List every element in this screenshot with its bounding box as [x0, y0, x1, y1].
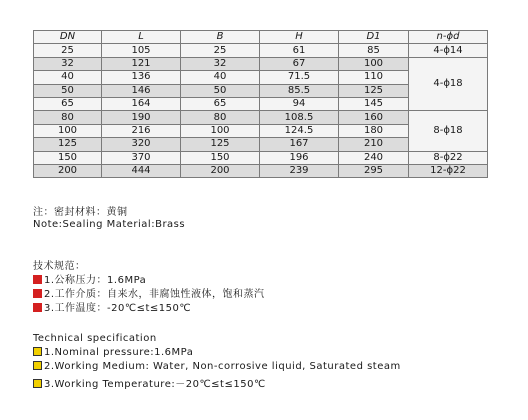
cell-d1: 110 [339, 71, 409, 84]
cell-bolts: 4-ϕ14 [409, 44, 488, 57]
spec-en-text: 3.Working Temperature:－20℃≤t≤150℃ [44, 379, 266, 390]
spec-en-text: 2.Working Medium: Water, Non-corrosive liquid, Saturated steam [44, 361, 401, 372]
cell-h: 167 [260, 138, 339, 151]
cell-l: 136 [102, 71, 181, 84]
cell-bolts: 8-ϕ22 [409, 151, 488, 164]
note-english: Note:Sealing Material:Brass [33, 219, 186, 230]
spec-cn-text: 3.工作温度：-20℃≤t≤150℃ [44, 303, 192, 314]
spec-cn-item [33, 285, 265, 300]
cell-b: 50 [181, 84, 260, 97]
note-chinese: 注：密封材料：黄铜 [33, 207, 128, 218]
cell-dn: 32 [34, 57, 102, 70]
cell-b: 25 [181, 44, 260, 57]
cell-h: 196 [260, 151, 339, 164]
cell-d1: 240 [339, 151, 409, 164]
cell-d1: 85 [339, 44, 409, 57]
cell-h: 108.5 [260, 111, 339, 124]
cell-h: 85.5 [260, 84, 339, 97]
red-square-marker [33, 275, 42, 284]
header-d1: D1 [339, 31, 409, 44]
table-row [34, 164, 488, 177]
spec-cn-text: 1.公称压力：1.6MPa [44, 275, 147, 286]
cell-l: 370 [102, 151, 181, 164]
cell-h: 239 [260, 164, 339, 177]
cell-d1: 295 [339, 164, 409, 177]
cell-l: 444 [102, 164, 181, 177]
cell-l: 164 [102, 97, 181, 110]
cell-l: 320 [102, 138, 181, 151]
cell-b: 200 [181, 164, 260, 177]
cell-d1: 180 [339, 124, 409, 137]
header-b: B [181, 31, 260, 44]
cell-dn: 25 [34, 44, 102, 57]
header-l: L [102, 31, 181, 44]
table-header-row [34, 31, 488, 44]
cell-b: 125 [181, 138, 260, 151]
cell-dn: 50 [34, 84, 102, 97]
yellow-square-marker [33, 361, 42, 370]
cell-b: 100 [181, 124, 260, 137]
cell-h: 71.5 [260, 71, 339, 84]
cell-dn: 65 [34, 97, 102, 110]
spec-table [33, 30, 488, 178]
cell-d1: 125 [339, 84, 409, 97]
red-square-marker [33, 303, 42, 312]
table-row [34, 57, 488, 70]
cell-b: 80 [181, 111, 260, 124]
cell-d1: 145 [339, 97, 409, 110]
header-dn: DN [34, 31, 102, 44]
cell-dn: 150 [34, 151, 102, 164]
cell-dn: 80 [34, 111, 102, 124]
spec-cn-item [33, 299, 191, 314]
cell-l: 146 [102, 84, 181, 97]
cell-l: 121 [102, 57, 181, 70]
cell-bolts: 4-ϕ18 [409, 57, 488, 111]
cell-h: 94 [260, 97, 339, 110]
cell-h: 124.5 [260, 124, 339, 137]
cell-d1: 210 [339, 138, 409, 151]
table-row [34, 111, 488, 124]
table-row [34, 151, 488, 164]
spec-cn-text: 2.工作介质：自来水，非腐蚀性液体，饱和蒸汽 [44, 289, 265, 300]
header-h: H [260, 31, 339, 44]
cell-bolts: 12-ϕ22 [409, 164, 488, 177]
spec-en-item [33, 375, 266, 390]
table-row [34, 44, 488, 57]
cell-h: 67 [260, 57, 339, 70]
cell-l: 105 [102, 44, 181, 57]
red-square-marker [33, 289, 42, 298]
cell-b: 65 [181, 97, 260, 110]
cell-b: 150 [181, 151, 260, 164]
spec-en-text: 1.Nominal pressure:1.6MPa [44, 347, 194, 358]
cell-l: 216 [102, 124, 181, 137]
spec-cn-title: 技术规范： [33, 261, 86, 272]
cell-b: 32 [181, 57, 260, 70]
cell-dn: 200 [34, 164, 102, 177]
cell-dn: 100 [34, 124, 102, 137]
spec-en-title: Technical specification [33, 333, 157, 344]
spec-en-item [33, 361, 401, 372]
cell-bolts: 8-ϕ18 [409, 111, 488, 151]
spec-cn-item [33, 271, 146, 286]
yellow-square-marker [33, 347, 42, 356]
cell-d1: 100 [339, 57, 409, 70]
header-bolts: n-ϕd [409, 31, 488, 44]
cell-b: 40 [181, 71, 260, 84]
cell-h: 61 [260, 44, 339, 57]
spec-en-item [33, 347, 193, 358]
cell-d1: 160 [339, 111, 409, 124]
cell-dn: 125 [34, 138, 102, 151]
yellow-square-marker [33, 379, 42, 388]
cell-dn: 40 [34, 71, 102, 84]
cell-l: 190 [102, 111, 181, 124]
